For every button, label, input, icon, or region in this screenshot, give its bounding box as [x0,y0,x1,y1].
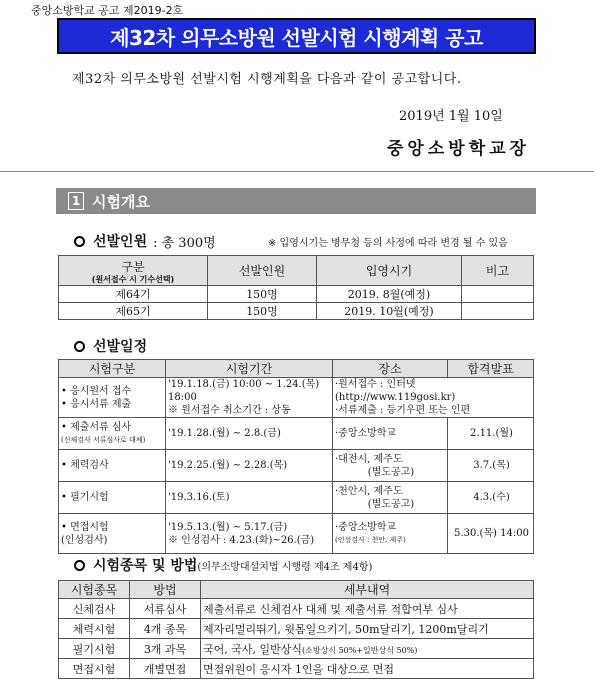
table-cell: 3.7.(목) [448,450,534,482]
table-row [59,514,534,554]
table-cell [462,286,534,303]
table-row [59,659,534,679]
table-cell: 국어, 국사, 일반상식(소방상식 50%+일반상식 50%) [201,639,534,659]
table-cell: 4.3.(수) [448,482,534,514]
selection-label: 선발인원 [93,234,148,250]
schedule-heading [74,336,147,356]
table-cell: 5.30.(목) 14:00 [448,514,534,554]
section-header [56,188,536,214]
table-cell: ·천안시, 제주도 (별도공고) [333,482,448,514]
circle-bullet-icon [74,560,85,571]
table-cell: 150명 [208,286,317,303]
table-header: 입영시기 [317,256,462,286]
table-cell: 2019. 10월(예정) [317,303,462,320]
table-cell: '19.5.13.(월) ~ 5.17.(금) ※ 인성검사 : 4.23.(화)~26.(금) [166,514,333,554]
table-header: 구분 (원서접수 시 기수선택) [59,256,208,286]
table-row [59,599,534,619]
selection-heading [74,231,216,251]
page-title: 제32차 의무소방원 선발시험 시행계획 공고 [57,18,536,54]
table-cell: 3개 과목 [130,639,201,659]
table-cell: 신체검사 [59,599,130,619]
schedule-table [58,359,534,554]
table-cell [462,303,534,320]
notice-number: 중앙소방학교 공고 제2019-2호 [31,4,184,17]
table-cell: ·중앙소방학교 (인성검사 : 천안, 제주) [333,514,448,554]
table-cell: 150명 [208,303,317,320]
intro-text: 제32차 의무소방원 선발시험 시행계획을 다음과 같이 공고합니다. [72,72,462,87]
table-cell: 제65기 [59,303,208,320]
issuing-org: 중앙소방학교장 [387,139,530,159]
table-row [59,286,534,303]
table-cell: 필기시험 [59,639,130,659]
table-cell: 4개 종목 [130,619,201,639]
table-cell: 체력시험 [59,619,130,639]
table-header: 방법 [130,581,201,599]
table-cell: • 필기시험 [59,482,166,514]
selection-table [58,255,534,320]
table-cell: ·원서접수 : 인터넷(http://www.119gosi.kr) ·서류제출 : 등기우편 또는 인편 [333,378,534,418]
table-cell: • 제출서류 심사 (신체검사 서류심사로 대체) [59,418,166,450]
schedule-label: 선발일정 [93,339,148,355]
table-cell: '19.1.18.(금) 10:00 ~ 1.24.(목) 18:00 ※ 원서접수 취소기간 : 상동 [166,378,333,418]
table-row [59,418,534,450]
table-header: 비고 [462,256,534,286]
table-cell: 제자리멀리뛰기, 윗몸일으키기, 50m달리기, 1200m달리기 [201,619,534,639]
table-cell: 면접위원이 응시자 1인을 대상으로 면접 [201,659,534,679]
circle-bullet-icon [74,341,85,352]
methods-heading [74,555,372,575]
circle-bullet-icon [74,236,85,247]
table-cell: '19.1.28.(월) ~ 2.8.(금) [166,418,333,450]
selection-note: ※ 입영시기는 병무청 등의 사정에 따라 변경 될 수 있음 [268,238,508,249]
table-cell: '19.2.25.(월) ~ 2.28.(목) [166,450,333,482]
table-cell: • 면접시험 (인성검사) [59,514,166,554]
table-header: 시험종목 [59,581,130,599]
notice-date: 2019년 1월 10일 [399,109,503,124]
table-header: 시험구분 [59,360,166,378]
table-header: 세부내역 [201,581,534,599]
methods-label: 시험종목 및 방법 [93,558,198,574]
methods-heading-note: (의무소방대설치법 시행령 제4조 제4항) [197,561,373,573]
table-row [59,450,534,482]
selection-total: : 총 300명 [153,235,216,251]
table-cell: 제64기 [59,286,208,303]
table-cell: 서류심사 [130,599,201,619]
table-cell: ·중앙소방학교 [333,418,448,450]
section-title: 시험개요 [92,192,150,211]
table-header: 선발인원 [208,256,317,286]
table-cell: 면접시험 [59,659,130,679]
table-row [59,639,534,659]
table-cell: 2019. 8월(예정) [317,286,462,303]
table-cell: 제출서류로 신체검사 대체 및 제출서류 적합여부 심사 [201,599,534,619]
table-cell: 2.11.(월) [448,418,534,450]
divider [0,171,594,172]
table-row [59,378,534,418]
table-cell: 개별면접 [130,659,201,679]
section-number: 1 [68,192,84,210]
table-header-note: (원서접수 시 기수선택) [91,274,175,284]
table-row [59,619,534,639]
table-cell: • 체력검사 [59,450,166,482]
table-row [59,303,534,320]
table-header: 합격발표 [448,360,534,378]
table-cell: ·대전시, 제주도 (별도공고) [333,450,448,482]
table-row [59,482,534,514]
table-cell: '19.3.16.(토) [166,482,333,514]
table-cell: • 응시원서 접수 • 응시서류 제출 [59,378,166,418]
table-header: 장소 [333,360,448,378]
methods-table [58,580,534,679]
table-header: 시험기간 [166,360,333,378]
